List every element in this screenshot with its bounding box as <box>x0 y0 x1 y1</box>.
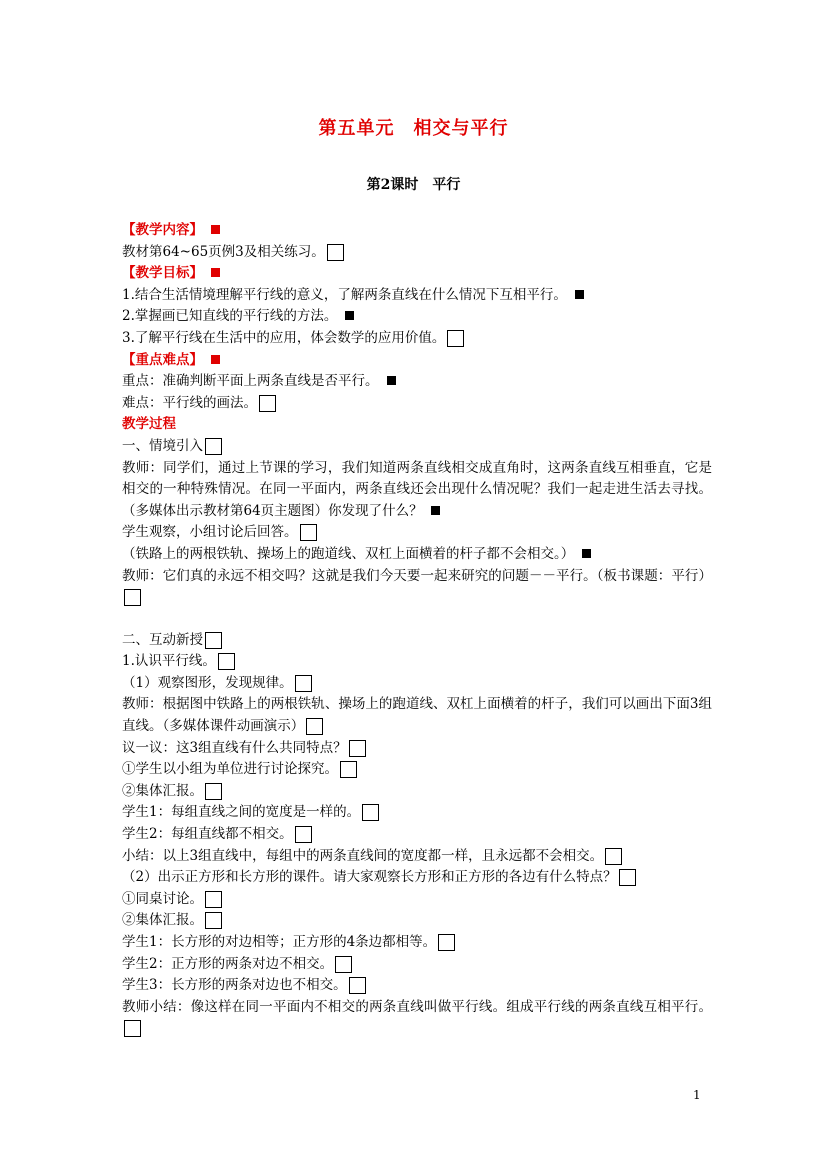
section-heading-goals: 【教学目标】 <box>122 265 203 282</box>
empty-box-icon <box>295 675 312 692</box>
empty-box-icon <box>259 395 276 412</box>
empty-box-icon <box>300 524 317 541</box>
empty-box-icon <box>124 1020 141 1037</box>
red-square-mark <box>211 268 220 277</box>
paragraph: 学生2：正方形的两条对边不相交。 <box>122 955 334 972</box>
section-heading-content: 【教学内容】 <box>122 222 203 238</box>
empty-box-icon <box>349 977 366 994</box>
empty-box-icon <box>205 891 222 908</box>
black-square-mark <box>431 506 440 515</box>
empty-box-icon <box>124 589 141 606</box>
empty-box-icon <box>306 718 323 735</box>
goal-item: 3.了解平行线在生活中的应用，体会数学的应用价值。 <box>122 329 446 346</box>
section-heading-keypoints: 【重点难点】 <box>122 351 203 368</box>
paragraph: （1）观察图形，发现规律。 <box>122 674 293 691</box>
page-number: 1 <box>693 1088 701 1102</box>
empty-box-icon <box>327 244 344 261</box>
red-square-mark <box>211 355 220 364</box>
paragraph: 教师小结：像这样在同一平面内不相交的两条直线叫做平行线。组成平行线的两条直线互相平行。 <box>122 998 712 1015</box>
goal-item: 2.掌握画已知直线的平行线的方法。 <box>122 308 338 325</box>
content-text: 教材第64~65页例3及相关练习。 <box>122 243 325 260</box>
paragraph: ②集体汇报。 <box>122 782 203 799</box>
paragraph: 议一议：这3组直线有什么共同特点？ <box>122 739 347 756</box>
empty-box-icon <box>605 848 622 865</box>
black-square-mark <box>575 290 584 299</box>
empty-box-icon <box>218 653 235 670</box>
document-body <box>122 220 712 1040</box>
paragraph: 小结：以上3组直线中，每组中的两条直线间的宽度都一样，且永远都不会相交。 <box>122 847 604 864</box>
black-square-mark <box>345 311 354 320</box>
paragraph: ①同桌讨论。 <box>122 890 203 907</box>
paragraph: 二、互动新授 <box>122 631 203 648</box>
key-point: 重点：准确判断平面上两条直线是否平行。 <box>122 373 379 390</box>
empty-box-icon <box>340 761 357 778</box>
paragraph: ①学生以小组为单位进行讨论探究。 <box>122 761 338 778</box>
paragraph: 教师：它们真的永远不相交吗？这就是我们今天要一起来研究的问题－－平行。（板书课题：平行） <box>122 567 712 584</box>
section-heading-process: 教学过程 <box>122 416 176 433</box>
difficult-point: 难点：平行线的画法。 <box>122 394 257 411</box>
lesson-subtitle: 第2课时 平行 <box>366 177 461 193</box>
black-square-mark <box>387 376 396 385</box>
black-square-mark <box>582 549 591 558</box>
empty-box-icon <box>205 632 222 649</box>
paragraph: 学生1：每组直线之间的宽度是一样的。 <box>122 804 361 821</box>
empty-box-icon <box>619 869 636 886</box>
red-square-mark <box>211 225 220 234</box>
empty-box-icon <box>295 826 312 843</box>
paragraph: ②集体汇报。 <box>122 912 203 929</box>
paragraph: 学生3：长方形的两条对边也不相交。 <box>122 977 347 994</box>
paragraph: （2）出示正方形和长方形的课件。请大家观察长方形和正方形的各边有什么特点？ <box>122 869 617 886</box>
paragraph: 教师：同学们，通过上节课的学习，我们知道两条直线相交成直角时，这两条直线互相垂直，它是相交的一种特殊情况。在同一平面内，两条直线还会出现什么情况呢？我们一起走进生活去寻找。（多媒体出示教材第64页主题图）你发现了什么？ <box>122 459 712 519</box>
paragraph: 教师：根据图中铁路上的两根铁轨、操场上的跑道线、双杠上面横着的杆子，我们可以画出下面3组直线。（多媒体课件动画演示） <box>122 696 712 735</box>
paragraph: 一、情境引入 <box>122 437 203 454</box>
empty-box-icon <box>447 330 464 347</box>
paragraph: 学生1：长方形的对边相等；正方形的4条边都相等。 <box>122 934 437 950</box>
paragraph: 学生观察，小组讨论后回答。 <box>122 524 298 541</box>
goal-item: 1.结合生活情境理解平行线的意义，了解两条直线在什么情况下互相平行。 <box>122 286 567 303</box>
empty-box-icon <box>438 934 455 951</box>
paragraph: 1.认识平行线。 <box>122 653 216 670</box>
paragraph: （铁路上的两根铁轨、操场上的跑道线、双杠上面横着的杆子都不会相交。） <box>122 545 575 562</box>
empty-box-icon <box>205 912 222 929</box>
empty-box-icon <box>335 956 352 973</box>
empty-box-icon <box>349 740 366 757</box>
document-title: 第五单元 相交与平行 <box>318 118 509 139</box>
empty-box-icon <box>205 783 222 800</box>
empty-box-icon <box>362 804 379 821</box>
empty-box-icon <box>205 438 222 455</box>
paragraph: 学生2：每组直线都不相交。 <box>122 826 293 843</box>
